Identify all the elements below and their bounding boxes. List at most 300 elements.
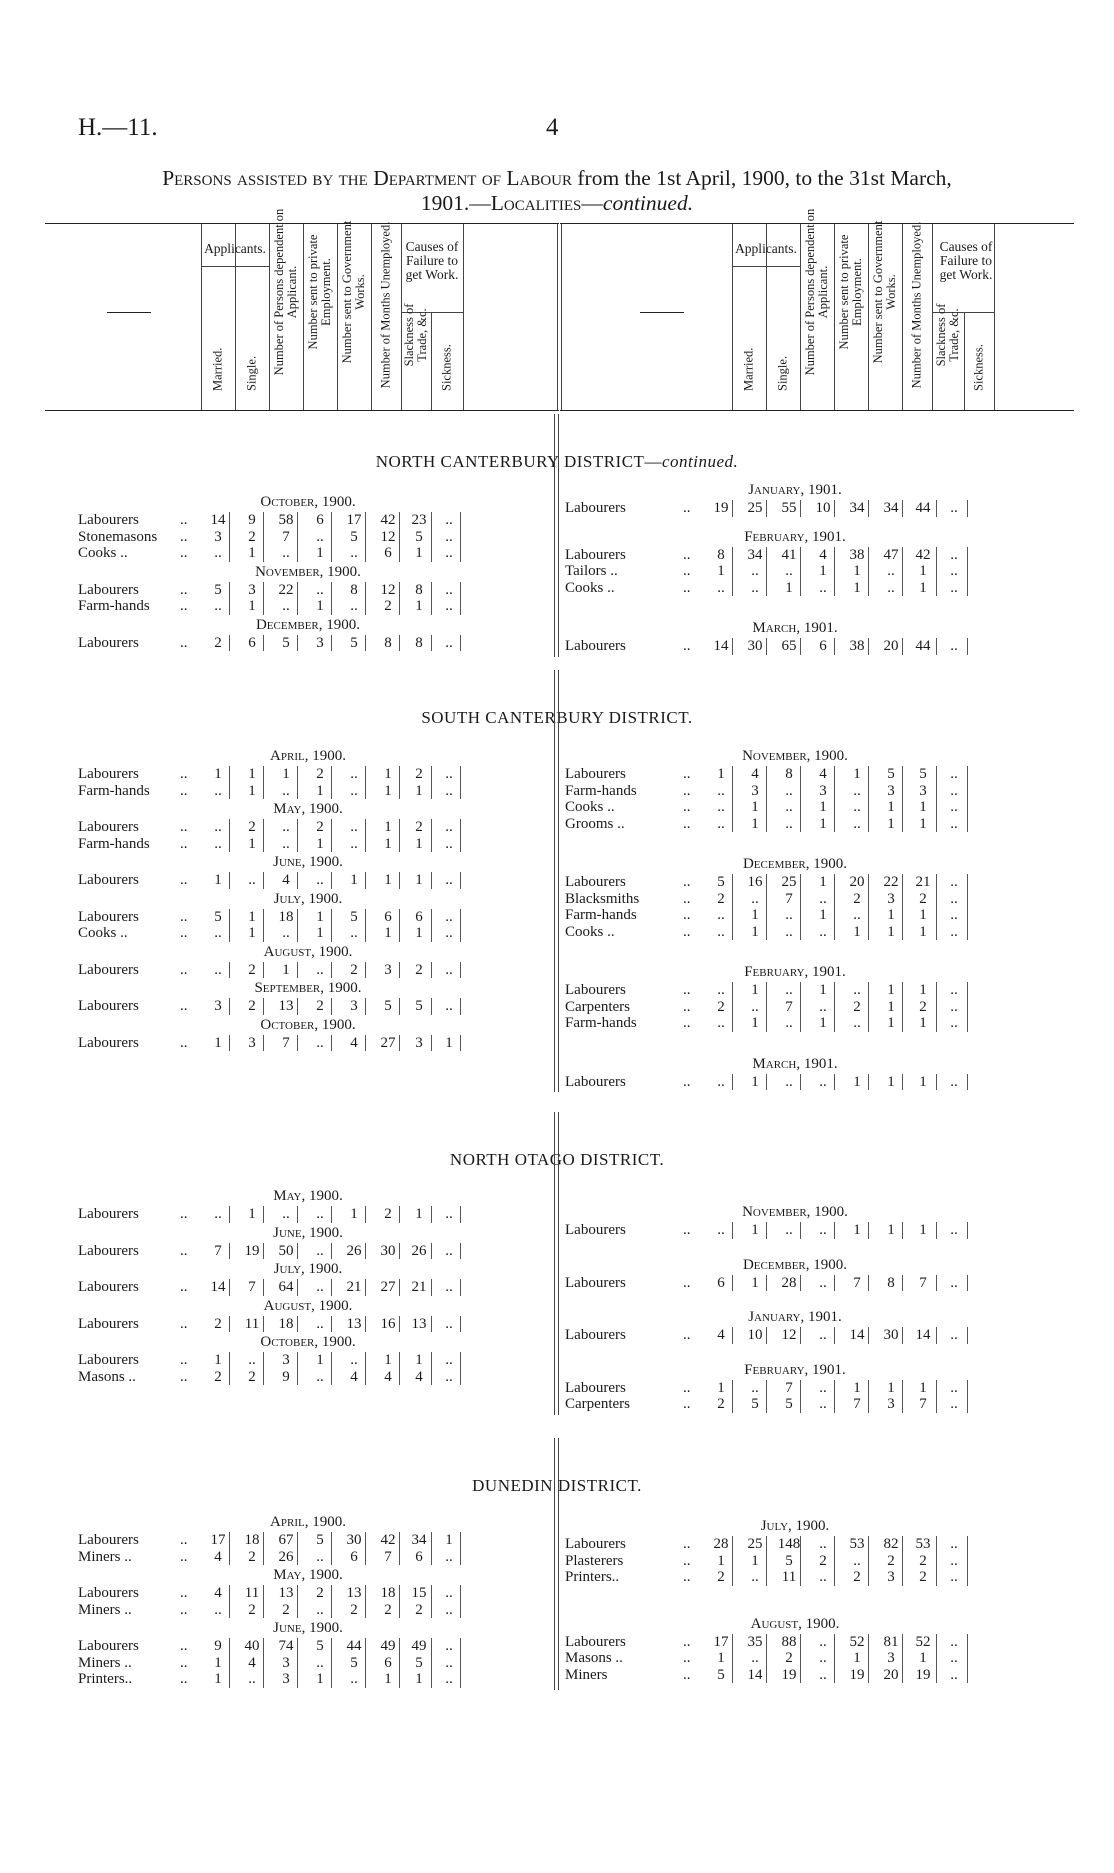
table-cell: 1 xyxy=(751,1073,759,1090)
table-cell: .. xyxy=(950,638,958,654)
column-rule xyxy=(431,598,432,615)
table-cell: 14 xyxy=(713,638,729,654)
period-block xyxy=(565,1516,1045,1586)
table-cell: 1 xyxy=(415,1206,423,1222)
table-cell: 2 xyxy=(248,1548,256,1565)
column-rule xyxy=(936,500,937,517)
table-cell: 3 xyxy=(248,1034,256,1051)
table-cell: 49 xyxy=(411,1638,427,1654)
occupation-label: Labourers xyxy=(565,766,626,782)
table-row xyxy=(78,909,558,926)
table-cell: 3 xyxy=(282,1352,290,1368)
table-cell: .. xyxy=(445,766,453,782)
table-cell: .. xyxy=(282,598,290,614)
leader-dots: .. xyxy=(180,1279,188,1295)
period-block xyxy=(78,942,558,979)
table-cell: 1 xyxy=(887,982,895,998)
title-part: assisted by the xyxy=(231,166,374,190)
table-cell: .. xyxy=(819,998,827,1015)
table-cell: .. xyxy=(950,998,958,1015)
column-rule xyxy=(936,816,937,833)
table-cell: .. xyxy=(445,528,453,545)
table-cell: 1 xyxy=(751,907,759,923)
table-cell: 1 xyxy=(919,923,927,940)
table-cell: 1 xyxy=(384,819,392,835)
table-cell: 38 xyxy=(849,638,865,654)
table-cell: 1 xyxy=(751,982,759,998)
column-rule xyxy=(431,819,432,836)
column-rule xyxy=(967,1327,968,1344)
column-header-right xyxy=(560,208,1074,411)
occupation-column-dash xyxy=(107,312,151,313)
period-block xyxy=(565,1614,1045,1684)
table-cell: 1 xyxy=(919,579,927,596)
table-cell: 26 xyxy=(411,1242,427,1259)
occupation-label: Farm-hands xyxy=(565,907,637,923)
table-row xyxy=(565,1667,1045,1684)
table-row xyxy=(78,1206,558,1223)
table-cell: 3 xyxy=(887,890,895,907)
leader-dots: .. xyxy=(683,546,691,563)
table-cell: 1 xyxy=(415,545,423,561)
column-rule xyxy=(431,1206,432,1223)
table-row xyxy=(78,529,558,546)
leader-dots: .. xyxy=(683,1569,691,1585)
table-cell: .. xyxy=(350,1671,358,1687)
table-cell: 1 xyxy=(415,1352,423,1368)
table-cell: 17 xyxy=(210,1532,226,1548)
leader-dots: .. xyxy=(683,782,691,799)
column-rule xyxy=(431,998,432,1015)
table-cell: .. xyxy=(445,1242,453,1259)
table-cell: .. xyxy=(445,1654,453,1671)
table-cell: 20 xyxy=(883,1666,899,1683)
occupation-label: Labourers xyxy=(565,546,626,563)
table-cell: 5 xyxy=(384,998,392,1014)
table-cell: 2 xyxy=(384,1601,392,1618)
column-rule xyxy=(431,1352,432,1369)
table-cell: .. xyxy=(445,1315,453,1332)
table-cell: 1 xyxy=(887,1073,895,1090)
table-cell: 1 xyxy=(853,766,861,782)
table-cell: 4 xyxy=(282,872,290,888)
table-cell: 42 xyxy=(915,546,931,563)
column-rule xyxy=(936,891,937,908)
table-cell: 2 xyxy=(248,528,256,545)
table-cell: 5 xyxy=(415,1654,423,1671)
occupation-label: Labourers xyxy=(565,638,626,654)
table-cell: 1 xyxy=(248,598,256,614)
column-rule xyxy=(431,1369,432,1386)
table-cell: 8 xyxy=(415,581,423,598)
leader-dots: .. xyxy=(180,528,188,545)
table-cell: 2 xyxy=(384,598,392,614)
occupation-label: Labourers xyxy=(565,1274,626,1291)
table-cell: 1 xyxy=(316,925,324,941)
table-cell: 6 xyxy=(384,545,392,561)
table-cell: 16 xyxy=(380,1315,396,1332)
table-cell: 2 xyxy=(415,1601,423,1618)
table-cell: 1 xyxy=(919,815,927,832)
table-cell: .. xyxy=(214,925,222,941)
table-cell: .. xyxy=(445,872,453,888)
table-cell: 3 xyxy=(887,1650,895,1666)
table-cell: .. xyxy=(950,563,958,579)
table-cell: .. xyxy=(950,874,958,890)
leader-dots: .. xyxy=(180,908,188,925)
leader-dots: .. xyxy=(683,874,691,890)
title-part: Localities xyxy=(490,191,582,215)
table-cell: 34 xyxy=(411,1532,427,1548)
column-rule xyxy=(936,1275,937,1292)
table-cell: 4 xyxy=(819,546,827,563)
table-cell: 7 xyxy=(282,1034,290,1051)
table-cell: 1 xyxy=(214,1034,222,1051)
table-cell: .. xyxy=(819,1379,827,1396)
table-cell: 5 xyxy=(282,634,290,651)
column-rule xyxy=(431,1243,432,1260)
column-rule xyxy=(967,874,968,891)
column-rule xyxy=(967,638,968,655)
period-heading: April, 1900. xyxy=(270,748,346,764)
period-heading: September, 1900. xyxy=(254,980,362,996)
table-cell: .. xyxy=(950,923,958,940)
table-cell: 1 xyxy=(751,1552,759,1569)
leader-dots: .. xyxy=(180,1368,188,1385)
column-divider xyxy=(554,670,559,1092)
table-cell: .. xyxy=(950,815,958,832)
table-cell: 3 xyxy=(282,1671,290,1687)
table-cell: .. xyxy=(751,998,759,1015)
table-row xyxy=(78,819,558,836)
table-cell: .. xyxy=(950,1327,958,1343)
table-cell: 1 xyxy=(384,835,392,852)
table-cell: .. xyxy=(214,819,222,835)
period-heading: May, 1900. xyxy=(273,1188,343,1204)
table-cell: 1 xyxy=(853,1222,861,1238)
table-cell: 1 xyxy=(384,1352,392,1368)
occupation-label: Grooms .. xyxy=(565,815,625,832)
table-row xyxy=(565,1222,1045,1239)
column-rule xyxy=(936,799,937,816)
period-heading: May, 1900. xyxy=(273,801,343,817)
table-cell: .. xyxy=(316,1601,324,1618)
table-cell: .. xyxy=(445,835,453,852)
table-cell: 1 xyxy=(751,1222,759,1238)
table-cell: 10 xyxy=(815,500,831,516)
table-cell: 12 xyxy=(781,1327,797,1343)
table-cell: .. xyxy=(950,1396,958,1412)
column-rule xyxy=(936,580,937,597)
table-cell: .. xyxy=(717,982,725,998)
occupation-label: Labourers xyxy=(565,1379,626,1396)
single-header: Single. xyxy=(244,355,259,391)
occupation-label: Masons .. xyxy=(565,1650,623,1666)
column-rule xyxy=(431,1035,432,1052)
table-row xyxy=(78,836,558,853)
table-cell: .. xyxy=(445,998,453,1014)
table-row xyxy=(78,766,558,783)
period-heading: October, 1900. xyxy=(260,1334,356,1350)
table-row xyxy=(565,799,1045,816)
occupation-label: Labourers xyxy=(78,512,139,528)
period-block xyxy=(78,1618,558,1688)
table-cell: 1 xyxy=(316,598,324,614)
table-cell: .. xyxy=(445,581,453,598)
column-rule xyxy=(967,1536,968,1553)
government-header: Number sent to Government Works. xyxy=(871,220,898,364)
leader-dots: .. xyxy=(683,638,691,654)
table-cell: 1 xyxy=(819,982,827,998)
leader-dots: .. xyxy=(683,1015,691,1031)
table-cell: 1 xyxy=(919,982,927,998)
table-cell: 8 xyxy=(785,766,793,782)
table-cell: 5 xyxy=(350,1654,358,1671)
table-cell: 34 xyxy=(883,500,899,516)
table-cell: 2 xyxy=(248,961,256,978)
table-cell: 17 xyxy=(713,1633,729,1650)
occupation-label: Labourers xyxy=(78,1585,139,1601)
page-number: 4 xyxy=(546,114,559,141)
column-rule xyxy=(967,891,968,908)
table-cell: 82 xyxy=(883,1536,899,1552)
column-rule xyxy=(967,766,968,783)
table-cell: 55 xyxy=(781,500,797,516)
table-cell: 8 xyxy=(384,634,392,651)
period-heading: March, 1901. xyxy=(752,1055,838,1072)
table-cell: .. xyxy=(350,766,358,782)
table-cell: .. xyxy=(445,1279,453,1295)
table-cell: .. xyxy=(785,1073,793,1090)
table-cell: 3 xyxy=(248,581,256,598)
table-cell: .. xyxy=(282,1206,290,1222)
period-block xyxy=(78,1512,558,1565)
table-cell: .. xyxy=(853,1552,861,1569)
table-row xyxy=(565,563,1045,580)
table-cell: 47 xyxy=(883,546,899,563)
table-cell: 13 xyxy=(346,1585,362,1601)
table-cell: 5 xyxy=(415,998,423,1014)
married-header: Married. xyxy=(741,347,756,391)
leader-dots: .. xyxy=(180,1654,188,1671)
right-column xyxy=(565,1188,1045,1413)
period-block xyxy=(565,854,1045,940)
column-rule xyxy=(967,1569,968,1586)
table-cell: .. xyxy=(316,1206,324,1222)
table-cell: 7 xyxy=(384,1548,392,1565)
table-cell: 1 xyxy=(384,766,392,782)
table-cell: 1 xyxy=(887,923,895,940)
table-cell: .. xyxy=(751,563,759,579)
table-cell: 27 xyxy=(380,1034,396,1051)
table-cell: 53 xyxy=(849,1536,865,1552)
occupation-column-dash xyxy=(640,312,684,313)
table-cell: .. xyxy=(887,563,895,579)
table-cell: 6 xyxy=(316,512,324,528)
period-heading: December, 1900. xyxy=(742,1256,848,1273)
leader-dots: .. xyxy=(180,782,188,799)
table-cell: 1 xyxy=(819,563,827,579)
table-cell: 25 xyxy=(781,874,797,890)
table-cell: 2 xyxy=(248,1601,256,1618)
table-cell: 2 xyxy=(282,1601,290,1618)
table-cell: 1 xyxy=(887,1222,895,1238)
table-cell: .. xyxy=(819,1396,827,1412)
table-cell: 8 xyxy=(350,581,358,598)
table-cell: 1 xyxy=(887,1015,895,1031)
table-cell: .. xyxy=(950,982,958,998)
table-cell: .. xyxy=(819,890,827,907)
table-cell: 1 xyxy=(415,925,423,941)
table-cell: 2 xyxy=(887,1552,895,1569)
column-rule xyxy=(967,563,968,580)
table-cell: 6 xyxy=(819,638,827,654)
table-cell: 9 xyxy=(282,1368,290,1385)
table-cell: 1 xyxy=(248,925,256,941)
period-block xyxy=(78,1332,558,1385)
title-part: of xyxy=(476,166,507,190)
leader-dots: .. xyxy=(683,923,691,940)
table-cell: .. xyxy=(887,579,895,596)
table-cell: 1 xyxy=(853,563,861,579)
period-block xyxy=(565,1307,1045,1344)
table-cell: 6 xyxy=(415,1548,423,1565)
table-cell: .. xyxy=(950,766,958,782)
table-cell: .. xyxy=(853,799,861,815)
table-cell: 3 xyxy=(819,782,827,799)
table-cell: 88 xyxy=(781,1633,797,1650)
table-cell: .. xyxy=(316,1654,324,1671)
occupation-label: Printers.. xyxy=(78,1671,133,1687)
table-cell: 42 xyxy=(380,512,396,528)
table-cell: .. xyxy=(717,799,725,815)
table-cell: 74 xyxy=(278,1638,294,1654)
table-cell: 1 xyxy=(717,1650,725,1666)
period-block xyxy=(565,527,1045,597)
table-cell: 1 xyxy=(717,1552,725,1569)
table-cell: 2 xyxy=(316,766,324,782)
table-cell: .. xyxy=(751,1650,759,1666)
period-heading: January, 1901. xyxy=(748,482,842,498)
table-cell: 5 xyxy=(751,1396,759,1412)
table-cell: .. xyxy=(445,1601,453,1618)
table-cell: 3 xyxy=(887,1396,895,1412)
table-cell: 1 xyxy=(248,1206,256,1222)
table-cell: 4 xyxy=(214,1585,222,1601)
table-cell: .. xyxy=(717,782,725,799)
leader-dots: .. xyxy=(180,1242,188,1259)
table-cell: .. xyxy=(950,799,958,815)
table-cell: .. xyxy=(717,923,725,940)
column-rule xyxy=(936,783,937,800)
leader-dots: .. xyxy=(180,1638,188,1654)
table-cell: 6 xyxy=(415,908,423,925)
table-cell: 41 xyxy=(781,546,797,563)
column-rule xyxy=(431,1585,432,1602)
table-cell: .. xyxy=(853,1015,861,1031)
table-cell: 1 xyxy=(282,961,290,978)
table-cell: 23 xyxy=(411,512,427,528)
table-cell: 50 xyxy=(278,1242,294,1259)
column-rule xyxy=(936,547,937,564)
table-cell: 2 xyxy=(415,819,423,835)
leader-dots: .. xyxy=(683,799,691,815)
table-cell: 1 xyxy=(445,1532,453,1548)
table-cell: 1 xyxy=(350,1206,358,1222)
table-cell: 25 xyxy=(747,500,763,516)
table-cell: 1 xyxy=(248,766,256,782)
period-heading: March, 1901. xyxy=(752,620,838,636)
table-cell: 2 xyxy=(214,1315,222,1332)
table-cell: 7 xyxy=(853,1396,861,1412)
leader-dots: .. xyxy=(180,819,188,835)
table-cell: 26 xyxy=(346,1242,362,1259)
table-row xyxy=(78,635,558,652)
table-cell: .. xyxy=(751,579,759,596)
period-block xyxy=(565,746,1045,832)
leader-dots: .. xyxy=(683,890,691,907)
table-cell: 4 xyxy=(350,1368,358,1385)
occupation-label: Labourers xyxy=(565,1633,626,1650)
table-cell: 40 xyxy=(244,1638,260,1654)
title-part: from the 1st April, 1900, to the 31st March, xyxy=(572,166,952,190)
occupation-label: Labourers xyxy=(78,961,139,978)
table-cell: .. xyxy=(819,1666,827,1683)
table-cell: 3 xyxy=(415,1034,423,1051)
occupation-label: Labourers xyxy=(565,874,626,890)
table-row xyxy=(565,580,1045,597)
table-cell: 1 xyxy=(919,1379,927,1396)
government-header: Number sent to Government Works. xyxy=(340,220,367,364)
table-cell: 3 xyxy=(350,998,358,1014)
left-column xyxy=(78,746,558,1051)
table-row xyxy=(565,1015,1045,1032)
column-rule xyxy=(967,999,968,1016)
table-cell: .. xyxy=(445,1352,453,1368)
table-cell: .. xyxy=(717,1015,725,1031)
occupation-label: Cooks .. xyxy=(78,545,128,561)
table-cell: 2 xyxy=(717,1569,725,1585)
table-cell: .. xyxy=(248,872,256,888)
table-cell: 1 xyxy=(751,1015,759,1031)
leader-dots: .. xyxy=(180,545,188,561)
table-cell: 5 xyxy=(350,634,358,651)
leader-dots: .. xyxy=(180,1671,188,1687)
period-block xyxy=(78,1259,558,1296)
leader-dots: .. xyxy=(180,925,188,941)
table-row xyxy=(565,547,1045,564)
table-cell: 44 xyxy=(915,638,931,654)
table-cell: 1 xyxy=(384,872,392,888)
table-cell: 5 xyxy=(785,1396,793,1412)
table-cell: 3 xyxy=(316,634,324,651)
occupation-label: Labourers xyxy=(78,819,139,835)
table-cell: 81 xyxy=(883,1633,899,1650)
leader-dots: .. xyxy=(180,766,188,782)
table-cell: 1 xyxy=(282,766,290,782)
table-cell: 1 xyxy=(919,1073,927,1090)
column-rule xyxy=(936,1650,937,1667)
table-cell: 2 xyxy=(214,634,222,651)
column-rule xyxy=(936,1667,937,1684)
table-cell: .. xyxy=(950,1552,958,1569)
occupation-label: Stonemasons xyxy=(78,528,158,545)
leader-dots: .. xyxy=(683,1536,691,1552)
period-heading: October, 1900. xyxy=(260,1016,356,1033)
period-block xyxy=(78,615,558,652)
occupation-label: Labourers xyxy=(78,1242,139,1259)
leader-dots: .. xyxy=(683,1379,691,1396)
